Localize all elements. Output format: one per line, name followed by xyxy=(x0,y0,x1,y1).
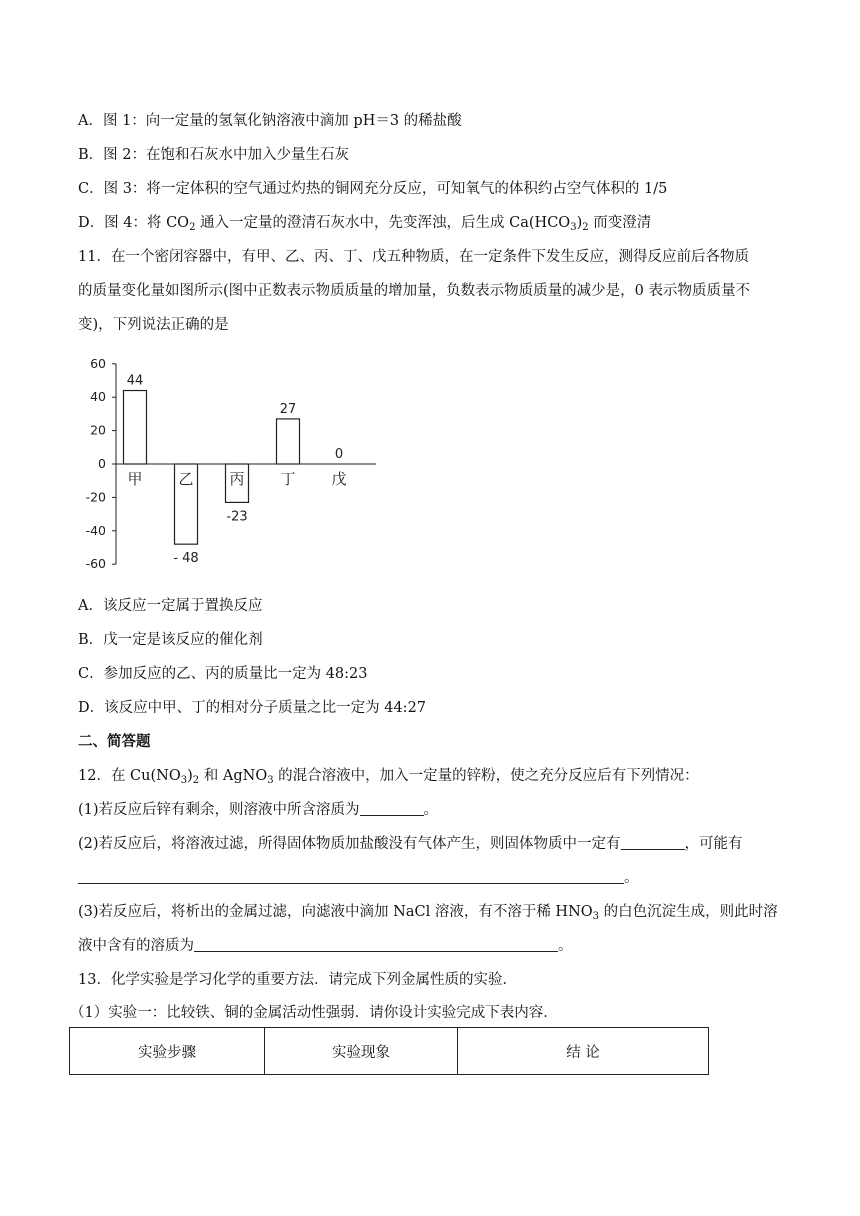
q11-stem-line-2: 的质量变化量如图所示(图中正数表示物质质量的增加量，负数表示物质质量的减少是，0 表示物质质量不 xyxy=(78,283,750,299)
bar-value-label: 44 xyxy=(126,373,144,389)
answer-blank[interactable] xyxy=(78,868,624,884)
experiment-table xyxy=(69,1027,709,1075)
y-tick-label: 60 xyxy=(90,355,106,371)
category-label: 丁 xyxy=(280,470,296,488)
q11-stem-line-1: 11．在一个密闭容器中，有甲、乙、丙、丁、戊五种物质，在一定条件下发生反应，测得反应前后各物质 xyxy=(78,249,749,265)
category-label: 甲 xyxy=(127,470,143,488)
q11-option-d: D．该反应中甲、丁的相对分子质量之比一定为 44:27 xyxy=(78,700,427,716)
q13-stem: 13．化学实验是学习化学的重要方法．请完成下列金属性质的实验． xyxy=(78,972,517,988)
answer-blank[interactable] xyxy=(621,834,685,850)
bar-value-label: - 48 xyxy=(173,551,199,567)
y-tick-label: 0 xyxy=(98,456,106,471)
y-tick-label: -20 xyxy=(85,489,106,505)
y-tick-label: -40 xyxy=(85,522,106,538)
category-label: 乙 xyxy=(178,470,194,488)
category-label: 戊 xyxy=(331,470,347,488)
bar-value-label: 0 xyxy=(334,447,344,462)
bar xyxy=(277,419,300,464)
q11-option-a: A．该反应一定属于置换反应 xyxy=(78,598,263,614)
y-tick-label: -60 xyxy=(85,556,106,572)
q12-part-1: (1)若反应后锌有剩余，则溶液中所含溶质为 。 xyxy=(78,802,439,818)
q12-part-3: (3)若反应后，将析出的金属过滤，向滤液中滴加 NaCl 溶液，有不溶于稀 $HNO_3$ 的白色沉淀生成，则此时溶 xyxy=(78,904,778,922)
q10-option-c: C．图 3：将一定体积的空气通过灼热的铜网充分反应，可知氧气的体积约占空气体积的 1/5 xyxy=(78,181,668,197)
q11-option-c: C．参加反应的乙、丙的质量比一定为 48:23 xyxy=(78,666,368,682)
answer-blank[interactable] xyxy=(360,800,424,816)
answer-blank[interactable] xyxy=(194,936,558,952)
q11-option-b: B．戊一定是该反应的催化剂 xyxy=(78,632,263,648)
table-header-steps: 实验步骤 xyxy=(70,1028,265,1075)
q10-option-d: D．图 4：将 $CO_2$ 通入一定量的澄清石灰水中，先变浑浊，后生成 $Ca(HCO_3)_2$ 而变澄清 xyxy=(78,215,652,233)
q13-subquestion-1: （1）实验一：比较铁、铜的金属活动性强弱．请你设计实验完成下表内容． xyxy=(70,1005,558,1021)
q10-option-b: B．图 2：在饱和石灰水中加入少量生石灰 xyxy=(78,147,349,163)
category-label: 丙 xyxy=(229,470,245,488)
section-heading: 二、简答题 xyxy=(78,733,151,750)
table-header-phenomena: 实验现象 xyxy=(265,1028,458,1075)
mass-change-bar-chart xyxy=(78,352,378,582)
bar-value-label: -23 xyxy=(226,509,248,525)
bar-value-label: 27 xyxy=(279,401,297,417)
q12-stem: 12．在 $Cu(NO_3)_2$ 和 AgNO$_3$ 的混合溶液中，加入一定量的锌粉，使之充分反应后有下列情况： xyxy=(78,768,699,786)
y-tick-label: 40 xyxy=(90,389,106,405)
q10-option-a: A．图 1：向一定量的氢氧化钠溶液中滴加 pH＝3 的稀盐酸 xyxy=(78,113,462,129)
bar xyxy=(124,391,147,464)
q12-part-2-continued: 。 xyxy=(78,868,639,888)
q12-part-3-continued: 液中含有的溶质为 。 xyxy=(78,938,573,954)
q12-part-2: (2)若反应后，将溶液过滤，所得固体物质加盐酸没有气体产生，则固体物质中一定有 ，可能有 xyxy=(78,836,743,852)
y-tick-label: 20 xyxy=(90,422,106,438)
table-header-conclusion: 结 论 xyxy=(458,1028,709,1075)
q11-stem-line-3: 变)，下列说法正确的是 xyxy=(78,317,229,333)
